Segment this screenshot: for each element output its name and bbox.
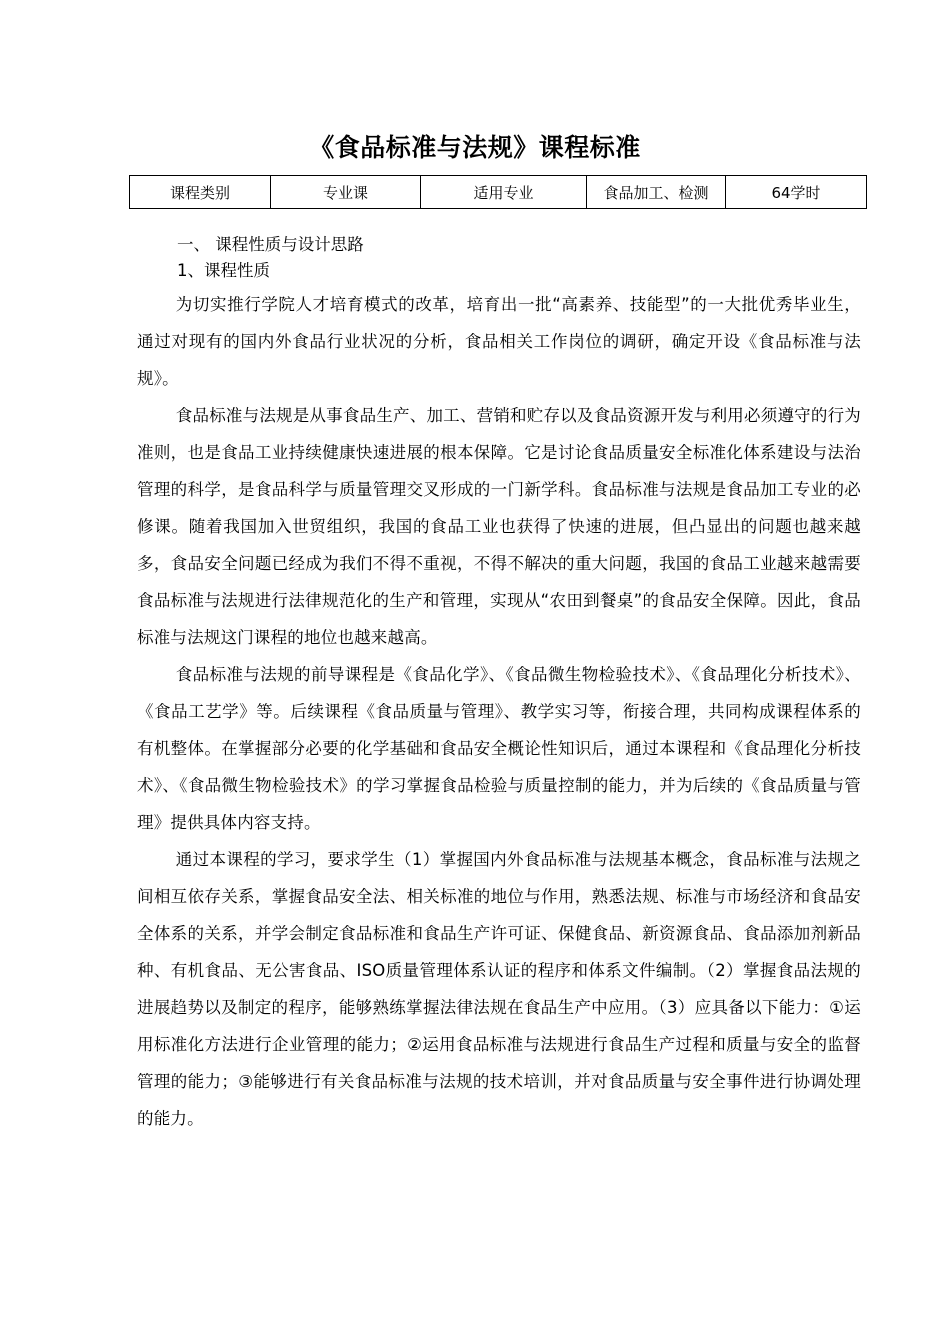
table-cell-hours: 64学时 (726, 176, 867, 209)
table-cell-major-label: 适用专业 (421, 176, 587, 209)
table-cell-course-category-value: 专业课 (271, 176, 421, 209)
course-info-table (129, 175, 867, 209)
paragraph: 为切实推行学院人才培育模式的改革，培育出一批“高素养、技能型”的一大批优秀毕业生，通过对现有的国内外食品行业状况的分析，食品相关工作岗位的调研，确定开设《食品标准与法规》。 (137, 295, 861, 388)
table-cell-major-value: 食品加工、检测 (587, 176, 726, 209)
table-row (130, 176, 867, 209)
document-title: 《食品标准与法规》课程标准 (309, 133, 641, 162)
table-cell-course-category-label: 课程类别 (130, 176, 271, 209)
document-body (137, 232, 861, 1137)
paragraph: 食品标准与法规的前导课程是《食品化学》、《食品微生物检验技术》、《食品理化分析技术》、《食品工艺学》等。后续课程《食品质量与管理》、教学实习等，衔接合理，共同构成课程体系的有机整体。在掌握部分必要的化学基础和食品安全概论性知识后，通过本课程和《食品理化分析技术》、《食品微生物检验技术》的学习掌握食品检验与质量控制的能力，并为后续的《食品质量与管理》提供具体内容支持。 (137, 665, 861, 832)
paragraph: 食品标准与法规是从事食品生产、加工、营销和贮存以及食品资源开发与利用必须遵守的行为准则，也是食品工业持续健康快速进展的根本保障。它是讨论食品质量安全标准化体系建设与法治管理的科学，是食品科学与质量管理交叉形成的一门新学科。食品标准与法规是食品加工专业的必修课。随着我国加入世贸组织，我国的食品工业也获得了快速的进展，但凸显出的问题也越来越多，食品安全问题已经成为我们不得不重视，不得不解决的重大问题，我国的食品工业越来越需要食品标准与法规进行法律规范化的生产和管理，实现从“农田到餐桌”的食品安全保障。因此，食品标准与法规这门课程的地位也越来越高。 (137, 406, 861, 647)
paragraph: 通过本课程的学习，要求学生（1）掌握国内外食品标准与法规基本概念，食品标准与法规之间相互依存关系，掌握食品安全法、相关标准的地位与作用，熟悉法规、标准与市场经济和食品安全体系的关系，并学会制定食品标准和食品生产许可证、保健食品、新资源食品、食品添加剂新品种、有机食品、无公害食品、ISO质量管理体系认证的程序和体系文件编制。（2）掌握食品法规的进展趋势以及制定的程序，能够熟练掌握法律法规在食品生产中应用。（3）应具备以下能力：①运用标准化方法进行企业管理的能力；②运用食品标准与法规进行食品生产过程和质量与安全的监督管理的能力；③能够进行有关食品标准与法规的技术培训，并对食品质量与安全事件进行协调处理的能力。 (137, 850, 861, 1128)
section-heading: 一、 课程性质与设计思路 (177, 235, 364, 254)
subsection-heading: 1、课程性质 (177, 261, 270, 280)
